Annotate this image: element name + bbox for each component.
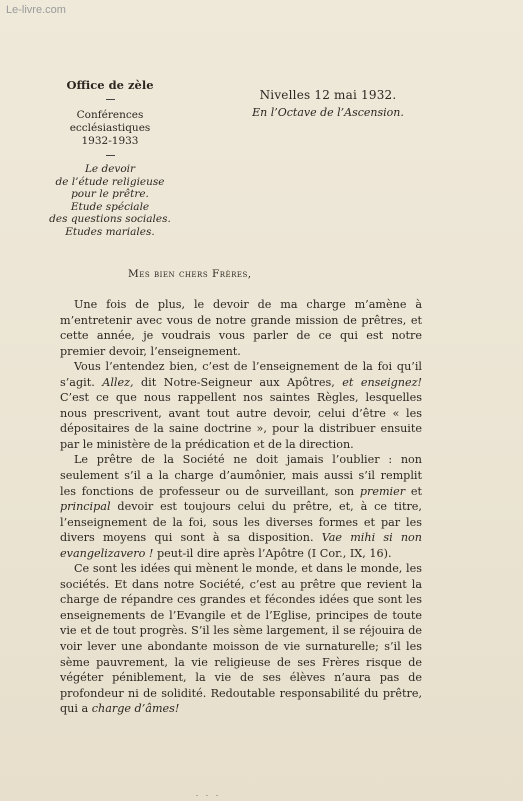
body-paragraph [60,452,422,561]
italic-phrase: premier [359,484,406,498]
header-right-column [238,88,418,119]
conferences-label: Conférences ecclésiastiques [69,109,151,134]
text-run: Ce sont les idées qui mènent le monde, et dans le monde, les sociétés. Et dans notre Société, c’est au prêtre que revient la charge de répandre ces grandes et fécondes idées que sont les enseignements de l’Evangile et de l’Eglise, principes de toute vie et de tout progrès. S’il les sème largement, il se réjouira de voir lever une abondante moisson de vie surnaturelle; s’il les sème pauvrement, la vie religieuse de ses Frères risque de végéter péniblement, la vie de ses élèves n’aura pas de profondeur ni de solidité. Redoutable responsabilité du prêtre, qui a [60,562,422,716]
body-paragraph [60,359,422,452]
text-run: devoir est toujours celui du prêtre, et, à ce titre, l’enseignement de la foi, sous les diverses formes et par les divers moyens qui sont à sa disposition. [60,500,422,545]
subject-line: Etude spéciale [70,200,150,213]
letter-body [60,297,422,717]
divider-dash [106,99,115,100]
letter-date: Nivelles 12 mai 1932. [259,88,397,102]
text-run: C’est ce que nous rappellent nos saintes Règles, lesquelles nous prescrivent, avant tout autre devoir, celui d’être « les dépositaires de la saine doctrine », pour la distribuer ensuite par le ministère de la prédication et de la direction. [60,391,422,451]
divider-dash [106,155,115,156]
subjects-list [40,163,180,239]
body-paragraph [60,297,422,359]
text-run: Vous l’entendez bien, c’est de l’enseignement de la foi qu’il s’agit. [60,360,422,389]
subject-line: Le devoir [84,163,136,175]
text-run: dit Notre-Seigneur aux Apôtres, [133,375,343,389]
italic-phrase: et enseignez! [342,375,422,389]
salutation: Mes bien chers Frères, [128,268,252,280]
text-run: et [405,484,422,498]
conferences-years: 1932-1933 [81,135,139,147]
text-run: Une fois de plus, le devoir de ma charge m’amène à m’entretenir avec vous de notre grande mission de prêtres, et cette année, je voudrais vous parler de ce qui est notre premier devoir, l’enseignement. [60,298,422,358]
italic-phrase: Allez, [102,375,134,389]
watermark: Le-livre.com [6,4,66,16]
italic-phrase: Vae mihi si non evangelizavero ! [60,531,422,560]
text-run: peut-il dire après l’Apôtre (I Cor., IX, 16). [153,546,392,560]
liturgical-date: En l’Octave de l’Ascension. [252,106,404,119]
header-left-column [40,78,180,239]
subject-line: de l’étude religieuse [55,175,165,188]
office-title: Office de zèle [66,78,154,92]
subject-line: des questions sociales. [49,213,171,226]
body-paragraph [60,561,422,716]
italic-phrase: charge d’âmes! [91,702,180,716]
footer-mark: - - - [196,792,221,799]
italic-phrase: principal [60,500,111,514]
text-run: Le prêtre de la Société ne doit jamais l’oublier : non seulement s’il a la charge d’aumônier, mais aussi s’il remplit les fonctions de professeur ou de surveillant, son [60,453,422,498]
subject-line: Etudes mariales. [65,225,155,238]
subject-line: pour le prêtre. [71,188,149,201]
